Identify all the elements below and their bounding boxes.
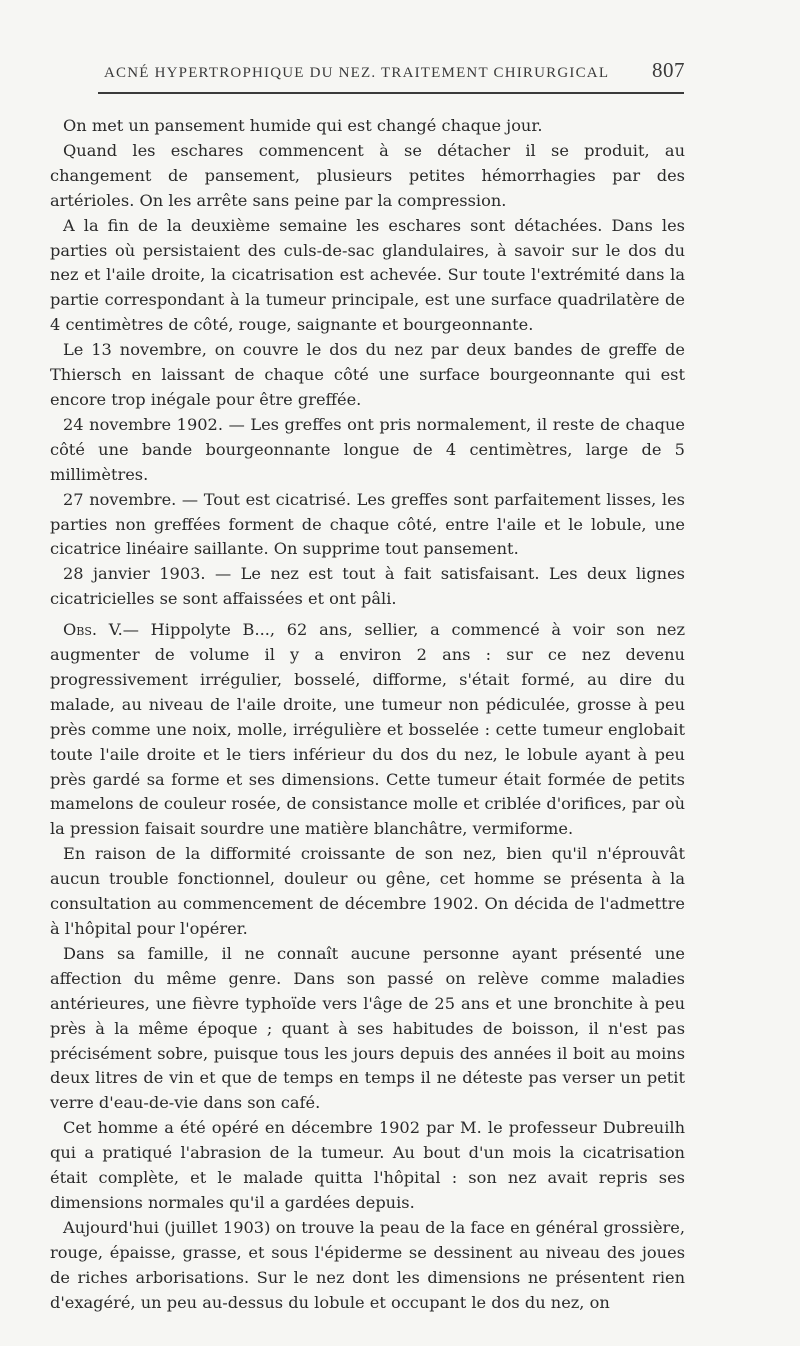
- paragraph: En raison de la difformité croissante de son nez, bien qu'il n'éprouvât aucun trouble fonctionnel, douleur ou gêne, cet homme se présenta à la consultation au commencement de décembre 1902. On décida de l'admettre à l'hôpital pour l'opérer.: [50, 844, 685, 938]
- running-head: [50, 58, 685, 88]
- paragraph: Dans sa famille, il ne connaît aucune personne ayant présenté une affection du même genre. Dans son passé on relève comme maladies antérieures, une fièvre typhoïde vers l'âge de 25 ans et une bronchite à peu près à la même époque ; quant à ses habitudes de boisson, il n'est pas précisément sobre, puisque tous les jours depuis des années il boit au moins deux litres de vin et que de temps en temps il ne déteste pas verser un petit verre d'eau-de-vie dans son café.: [50, 943, 685, 1113]
- running-title: ACNÉ HYPERTROPHIQUE DU NEZ. TRAITEMENT CHIRURGICAL: [104, 65, 610, 81]
- paragraph: 27 novembre. — Tout est cicatrisé. Les greffes sont parfaitement lisses, les parties non greffées forment de chaque côté, entre l'aile et le lobule, une cicatrice linéaire saillante. On supprime tout pansement.: [50, 489, 685, 559]
- observation-label: Obs. V.: [63, 620, 123, 640]
- paragraph: 24 novembre 1902. — Les greffes ont pris normalement, il reste de chaque côté une bande bourgeonnante longue de 4 centimètres, large de 5 millimètres.: [50, 414, 685, 484]
- observation-paragraph: [50, 618, 685, 842]
- paragraph: Le 13 novembre, on couvre le dos du nez par deux bandes de greffe de Thiersch en laissant de chaque côté une surface bourgeonnante qui est encore trop inégale pour être greffée.: [50, 340, 685, 409]
- page-number: 807: [652, 58, 685, 82]
- paragraph: Cet homme a été opéré en décembre 1902 par M. le professeur Dubreuilh qui a pratiqué l'abrasion de la tumeur. Au bout d'un mois la cicatrisation était complète, et le malade quitta l'hôpital : son nez avait repris ses dimensions normales qu'il a gardées depuis.: [50, 1118, 685, 1212]
- header-rule: [98, 92, 684, 94]
- paragraph: Quand les eschares commencent à se détacher il se produit, au changement de pansement, plusieurs petites hémorrhagies par des artérioles. On les arrête sans peine par la compression.: [50, 140, 685, 210]
- paragraph: 28 janvier 1903. — Le nez est tout à fait satisfaisant. Les deux lignes cicatricielles se sont affaissées et ont pâli.: [50, 564, 685, 609]
- document-page: [50, 58, 685, 1316]
- body-text: [50, 114, 685, 1316]
- paragraph: A la fin de la deuxième semaine les eschares sont détachées. Dans les parties où persistaient des culs-de-sac glandulaires, à savoir sur le dos du nez et l'aile droite, la cicatrisation est achevée. Sur toute l'extrémité dans la partie correspondant à la tumeur principale, est une surface quadrilatère de 4 centimètres de côté, rouge, saignante et bourgeonnante.: [50, 215, 685, 335]
- paragraph: On met un pansement humide qui est changé chaque jour.: [63, 116, 543, 135]
- observation-text: — Hippolyte B..., 62 ans, sellier, a commencé à voir son nez augmenter de volume il y a environ 2 ans : sur ce nez devenu progressivement irrégulier, bosselé, difforme, s'était formé, au dire du malade, au niveau de l'aile droite, une tumeur non pédiculée, grosse à peu près comme une noix, molle, irrégulière et bosselée : cette tumeur englobait toute l'aile droite et le tiers inférieur du dos du nez, le lobule ayant à peu près gardé sa forme et ses dimensions. Cette tumeur était formée de petits mamelons de couleur rosée, de consistance molle et criblée d'orifices, par où la pression faisait sourdre une matière blanchâtre, vermiforme.: [50, 620, 686, 839]
- paragraph: Aujourd'hui (juillet 1903) on trouve la peau de la face en général grossière, rouge, épaisse, grasse, et sous l'épiderme se dessinent au niveau des joues de riches arborisations. Sur le nez dont les dimensions ne présentent rien d'exagéré, un peu au-dessus du lobule et occupant le dos du nez, on: [50, 1217, 685, 1312]
